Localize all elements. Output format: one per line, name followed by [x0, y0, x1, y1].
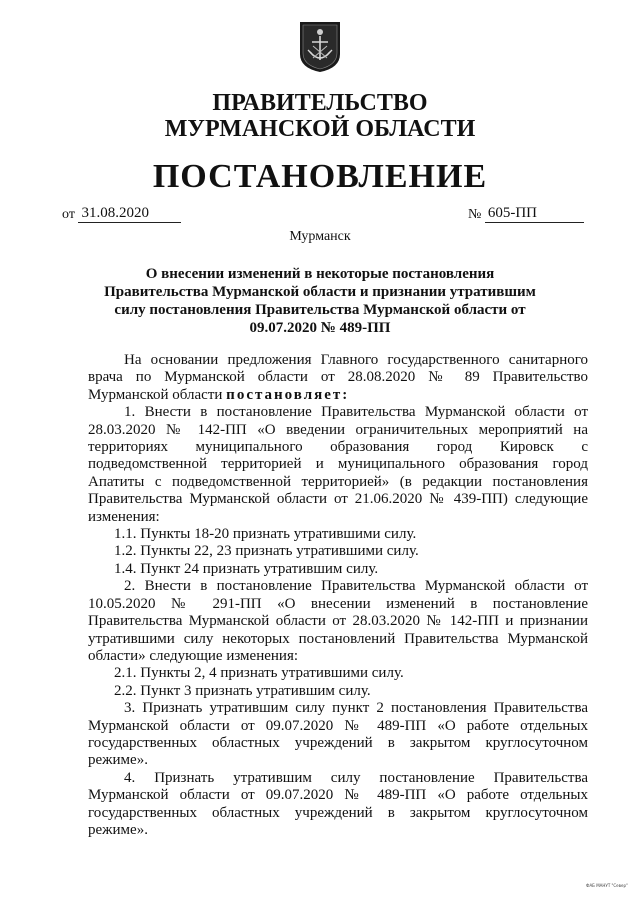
issuing-city: Мурманск — [289, 229, 351, 244]
intro-paragraph — [88, 352, 588, 404]
print-mark: ФАБ МАНУТ "Север" — [586, 883, 628, 888]
paragraph-1-1: 1.1. Пункты 18-20 признать утратившими силу. — [114, 526, 417, 543]
resolves-word: постановляет: — [226, 386, 350, 403]
document-body — [88, 352, 588, 839]
number-value: 605-ПП — [485, 205, 584, 223]
paragraph-2: 2. Внести в постановление Правительства Мурманской области от 10.05.2020 № 291-ПП «О внесении изменений в постановление Правительства Мурманской области от 28.03.2020 № 142-ПП и признании утратившими силу некоторых постановлений Правительства Мурманской области» следующие изменения: — [88, 578, 588, 664]
paragraph-3: 3. Признать утратившим силу пункт 2 постановления Правительства Мурманской области от 09.07.2020 № 489-ПП «О работе отдельных государственных областных учреждений в закрытом круглосуточном режиме». — [88, 700, 588, 769]
date-value: 31.08.2020 — [78, 205, 181, 223]
org-name-line1: ПРАВИТЕЛЬСТВО — [212, 90, 428, 116]
document-subject: О внесении изменений в некоторые постановления Правительства Мурманской области и признании утратившим силу постановления Правительства Мурманской области от 09.07.2020 № 489-ПП — [104, 266, 536, 336]
intro-text: На основании предложения Главного государственного санитарного врача по Мурманской области от 28.08.2020 № 89 Правительство Мурманской области — [88, 352, 588, 403]
paragraph-1-4: 1.4. Пункт 24 признать утратившим силу. — [114, 560, 379, 577]
paragraph-1: 1. Внести в постановление Правительства Мурманской области от 28.03.2020 № 142-ПП «О введении ограничительных мероприятий на территориях муниципального образования город Кировск с подведомственной территорией и муниципального образования город Апатиты с подведомственной территорией» (в редакции постановления Правительства Мурманской области от 21.06.2020 № 439-ПП) следующие изменения: — [88, 404, 588, 525]
date-prefix: от — [62, 207, 75, 222]
document-date — [62, 205, 181, 223]
document-type-title: ПОСТАНОВЛЕНИЕ — [152, 158, 488, 195]
paragraph-2-2: 2.2. Пункт 3 признать утратившим силу. — [114, 682, 371, 699]
paragraph-1-2: 1.2. Пункты 22, 23 признать утратившими силу. — [114, 543, 419, 560]
paragraph-2-1: 2.1. Пункты 2, 4 признать утратившими силу. — [114, 665, 404, 682]
coat-of-arms-emblem — [298, 20, 342, 74]
paragraph-4: 4. Признать утратившим силу постановление Правительства Мурманской области от 09.07.2020 № 489-ПП «О работе отдельных государственных областных учреждений в закрытом круглосуточном режиме». — [88, 769, 588, 838]
org-name-line2: МУРМАНСКОЙ ОБЛАСТИ — [164, 116, 476, 142]
document-number — [468, 205, 584, 223]
number-prefix: № — [468, 207, 482, 222]
